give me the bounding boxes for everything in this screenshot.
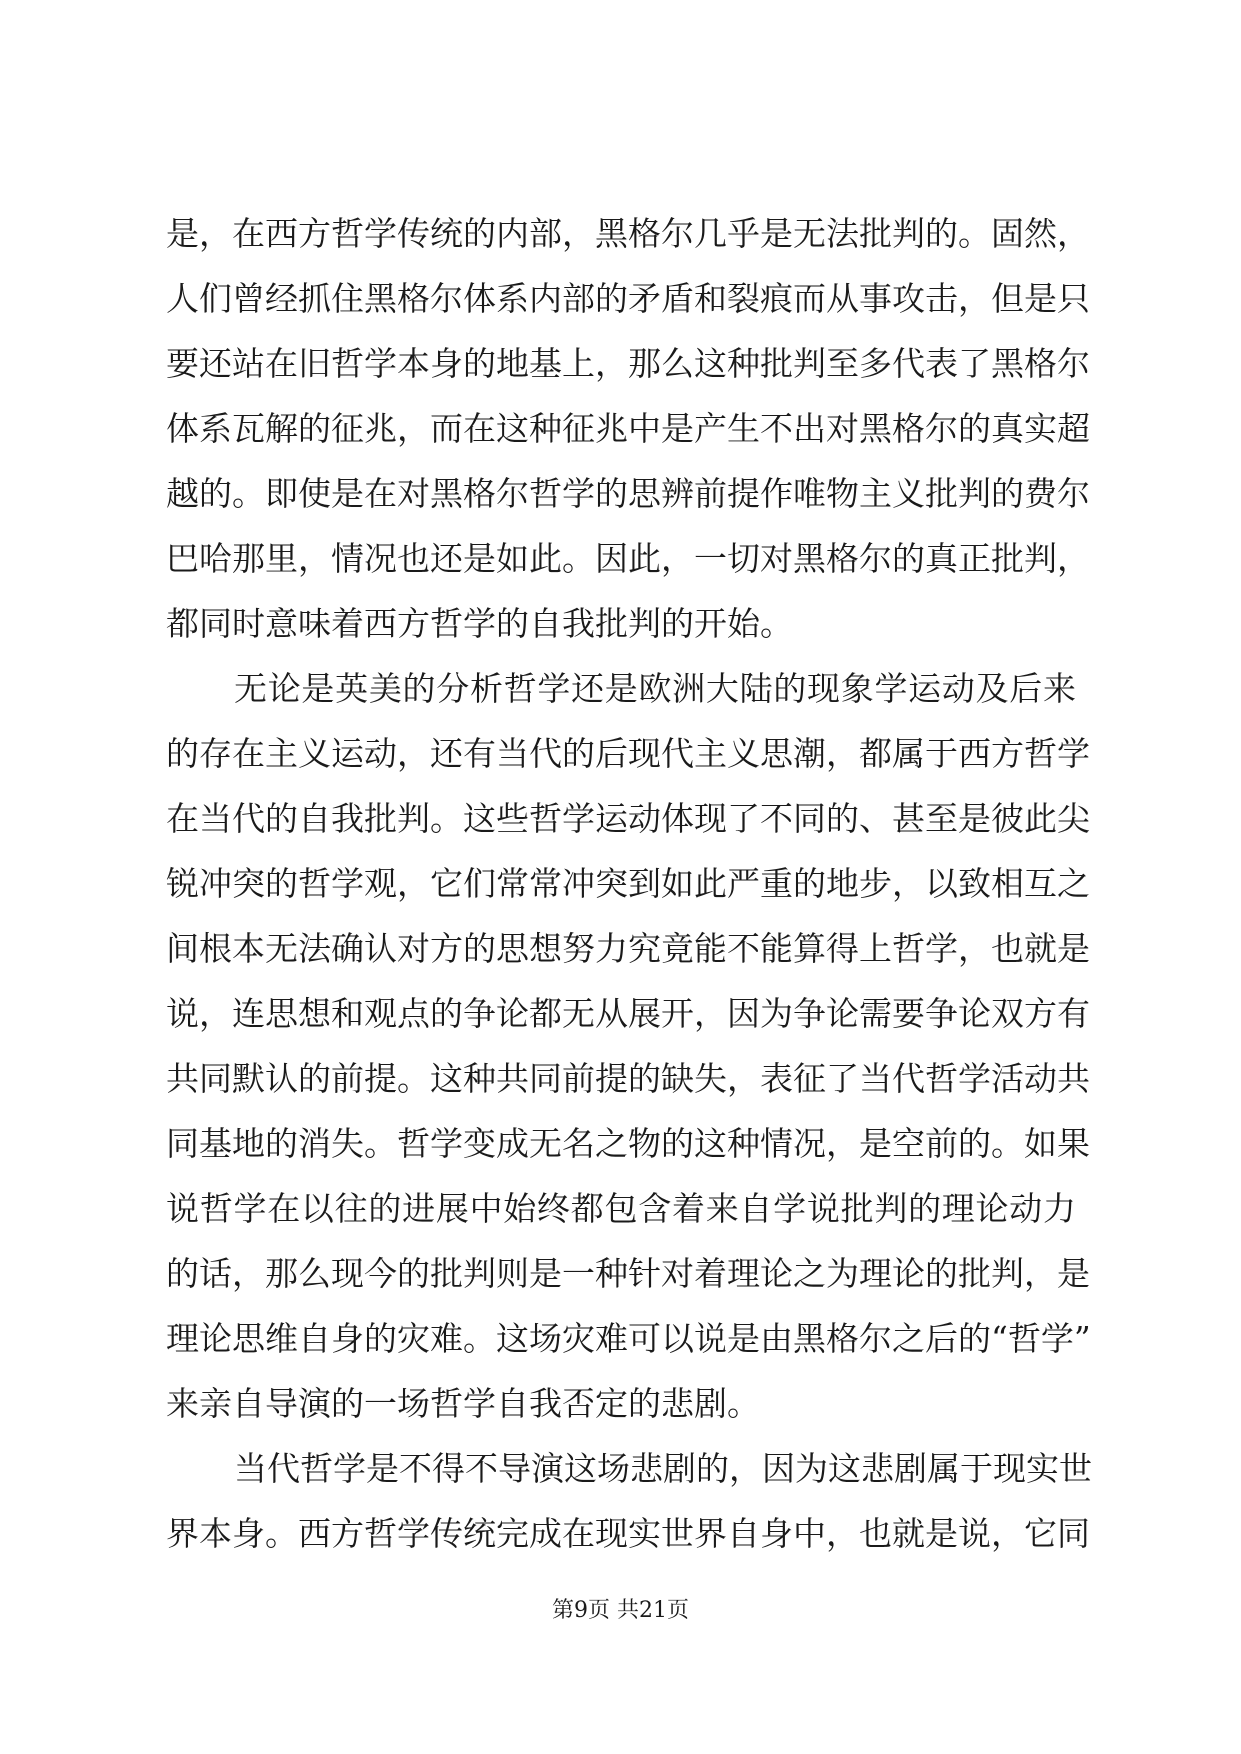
text-line: 人们曾经抓住黑格尔体系内部的矛盾和裂痕而从事攻击，但是只 [166,279,1090,318]
text-line: 的话，那么现今的批判则是一种针对着理论之为理论的批判，是 [166,1254,1090,1293]
text-line: 要还站在旧哲学本身的地基上，那么这种批判至多代表了黑格尔 [166,344,1090,383]
text-line: 在当代的自我批判。这些哲学运动体现了不同的、甚至是彼此尖 [166,799,1090,838]
text-line: 同基地的消失。哲学变成无名之物的这种情况，是空前的。如果 [166,1124,1090,1163]
body-text [166,201,1092,1566]
text-line: 体系瓦解的征兆，而在这种征兆中是产生不出对黑格尔的真实超 [166,409,1090,448]
text-line: 来亲自导演的一场哲学自我否定的悲剧。 [166,1384,760,1423]
text-line: 是，在西方哲学传统的内部，黑格尔几乎是无法批判的。固然， [166,214,1090,253]
paragraph-first-line: 无论是英美的分析哲学还是欧洲大陆的现象学运动及后来 [234,669,1076,708]
text-line: 的存在主义运动，还有当代的后现代主义思潮，都属于西方哲学 [166,734,1090,773]
text-line: 巴哈那里，情况也还是如此。因此，一切对黑格尔的真正批判， [166,539,1090,578]
text-line: 说哲学在以往的进展中始终都包含着来自学说批判的理论动力 [166,1189,1076,1228]
text-line: 间根本无法确认对方的思想努力究竟能不能算得上哲学，也就是 [166,929,1090,968]
text-line: 锐冲突的哲学观，它们常常冲突到如此严重的地步，以致相互之 [166,864,1090,903]
text-line: 都同时意味着西方哲学的自我批判的开始。 [166,604,793,643]
page-number-footer: 第9页 共21页 [552,1598,689,1623]
text-line: 越的。即使是在对黑格尔哲学的思辨前提作唯物主义批判的费尔 [166,474,1090,513]
text-line: 说，连思想和观点的争论都无从展开，因为争论需要争论双方有 [166,994,1090,1033]
text-line: 共同默认的前提。这种共同前提的缺失，表征了当代哲学活动共 [166,1059,1090,1098]
paragraph-first-line: 当代哲学是不得不导演这场悲剧的，因为这悲剧属于现实世 [234,1449,1092,1488]
text-line: 界本身。西方哲学传统完成在现实世界自身中，也就是说，它同 [166,1514,1090,1553]
text-line: 理论思维自身的灾难。这场灾难可以说是由黑格尔之后的“哲学” [166,1319,1091,1358]
